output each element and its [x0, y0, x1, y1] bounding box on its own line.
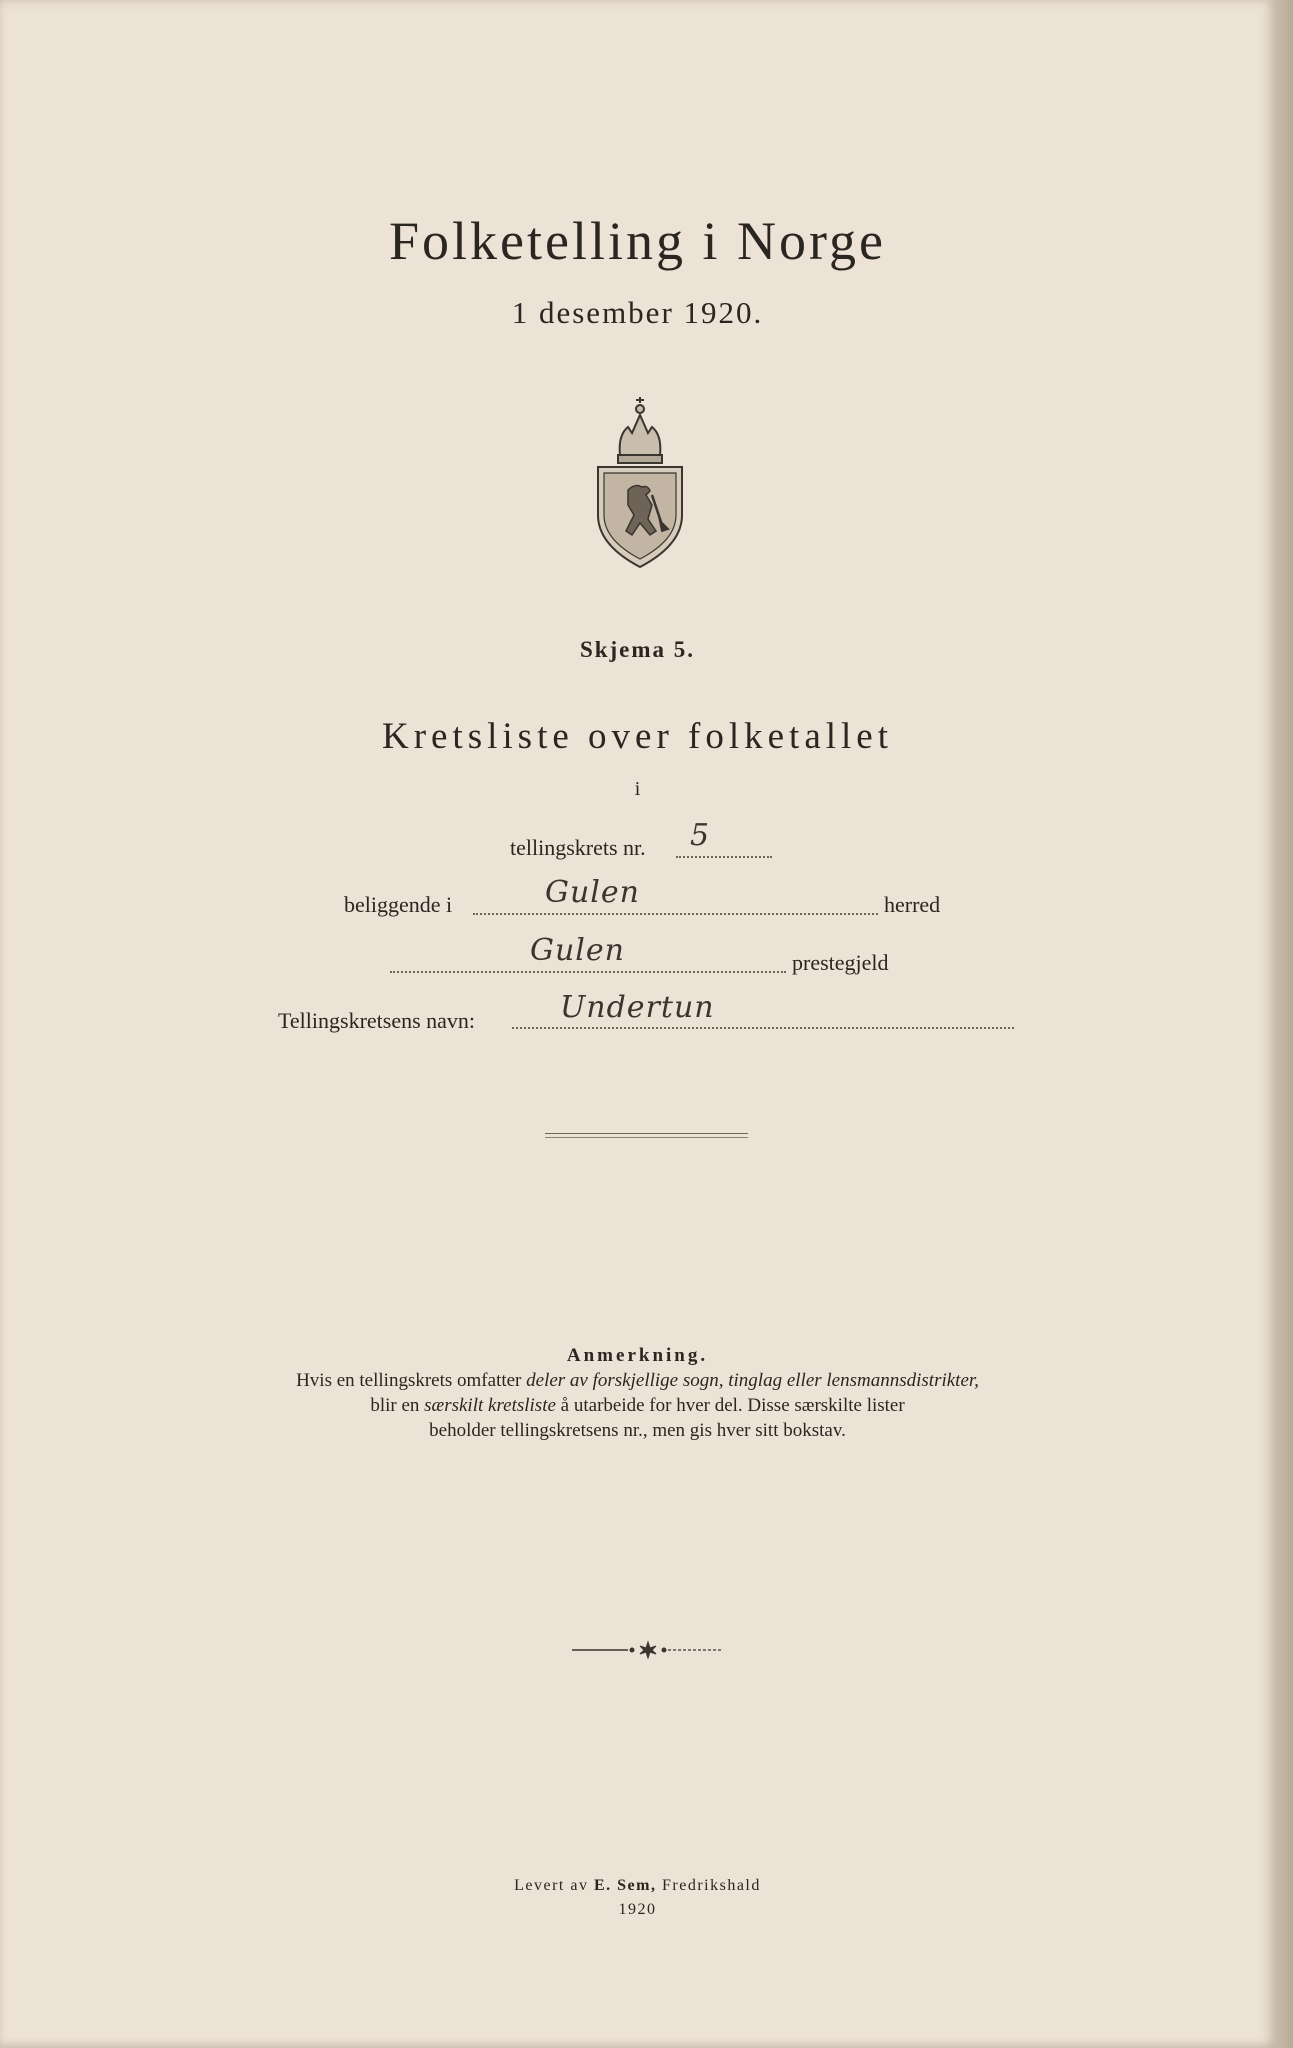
district-name-line	[512, 1027, 1014, 1029]
district-name-value: Undertun	[560, 990, 715, 1025]
ornament-divider-icon	[570, 1640, 725, 1660]
document-date: 1 desember 1920.	[511, 295, 764, 330]
connector-word: i	[634, 778, 641, 800]
district-number-label: tellingskrets nr.	[510, 835, 646, 860]
parish-line	[390, 971, 786, 973]
located-in-value: Gulen	[545, 875, 640, 910]
printer-line: Levert av E. Sem, Fredrikshald	[514, 1877, 761, 1894]
district-number-line	[676, 856, 772, 858]
parish-label: prestegjeld	[792, 950, 889, 975]
note-line-2: blir en særskilt kretsliste å utarbeide for hver del. Disse særskilte lister	[370, 1395, 905, 1416]
herred-label: herred	[884, 892, 941, 917]
separator-rule	[545, 1133, 748, 1134]
printer-year: 1920	[618, 1901, 657, 1918]
schema-label: Skjema 5.	[579, 637, 696, 662]
printer-imprint	[0, 1874, 1275, 1922]
note-text	[0, 1368, 1275, 1443]
note-title: Anmerkning.	[566, 1345, 709, 1366]
note-line-3: beholder tellingskretsens nr., men gis hver sitt bokstav.	[429, 1420, 846, 1441]
main-heading: Kretsliste over folketallet	[381, 716, 894, 757]
parish-value: Gulen	[530, 933, 625, 968]
located-in-line	[473, 913, 878, 915]
separator-rule-thin	[545, 1137, 748, 1138]
page-edge	[1275, 0, 1293, 2048]
document-title: Folketelling i Norge	[389, 211, 886, 271]
note-line-1: Hvis en tellingskrets omfatter deler av forskjellige sogn, tinglag eller lensmannsdistrikter,	[296, 1370, 979, 1391]
district-name-label: Tellingskretsens navn:	[278, 1008, 476, 1033]
norwegian-coat-of-arms-icon	[590, 395, 690, 570]
district-number-value: 5	[690, 818, 711, 853]
located-in-label: beliggende i	[344, 892, 453, 917]
